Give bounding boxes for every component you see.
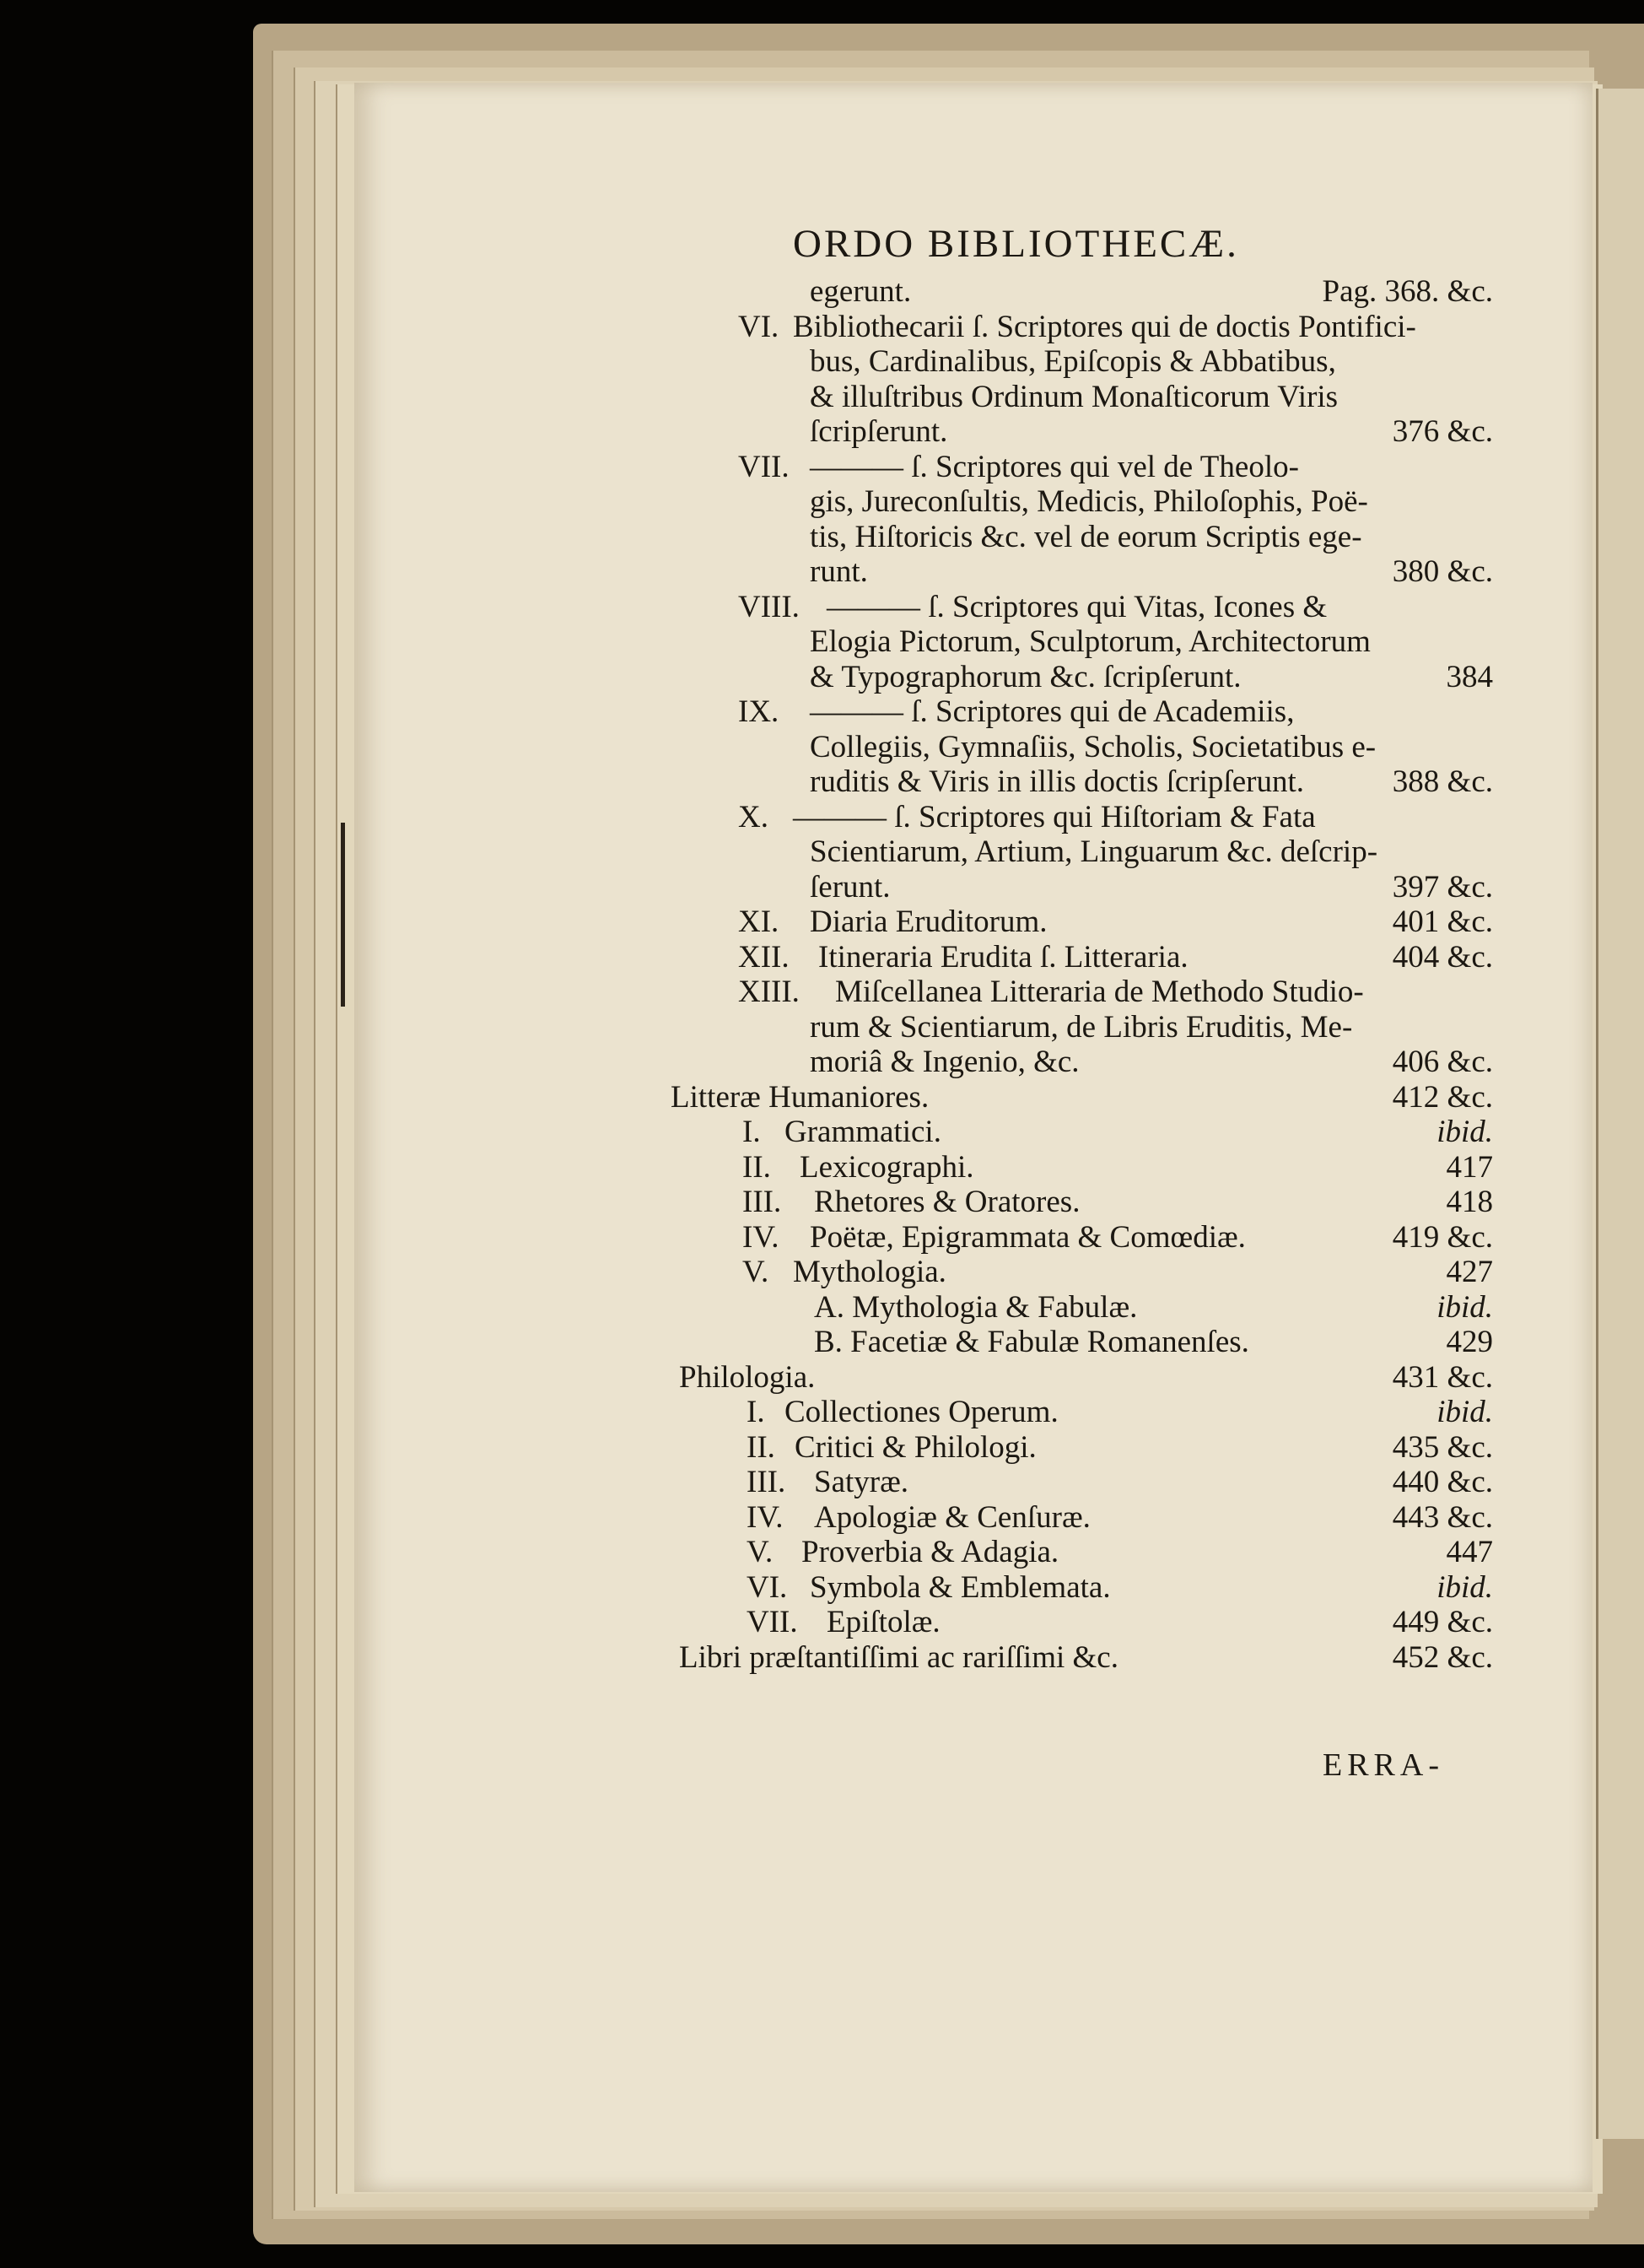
toc-text: ——— ſ. Scriptores qui vel de Theolo-: [810, 449, 1299, 484]
toc-page: ibid.: [1436, 1569, 1493, 1605]
toc-text: Apologiæ & Cenſuræ.: [814, 1499, 1091, 1535]
toc-line: [666, 484, 1493, 520]
toc-line: [666, 1045, 1493, 1080]
toc-line: [666, 1605, 1493, 1640]
toc-page: 427: [1446, 1255, 1493, 1289]
toc-page: 431 &c.: [1392, 1359, 1493, 1395]
toc-line: [666, 694, 1493, 730]
toc-page: 429: [1446, 1325, 1493, 1359]
toc-page: ibid.: [1436, 1395, 1493, 1429]
toc-section-heading: Litteræ Humaniores.: [671, 1079, 930, 1115]
toc-page: 443 &c.: [1392, 1499, 1493, 1535]
toc-line: [666, 1290, 1493, 1326]
toc-text: Satyræ.: [814, 1465, 909, 1499]
toc-line: [666, 274, 1493, 310]
toc-number: IV.: [747, 1499, 784, 1535]
toc-line: [666, 975, 1493, 1010]
toc-text: egerunt.: [810, 274, 912, 309]
toc-page: 449 &c.: [1392, 1605, 1493, 1639]
toc-number: V.: [742, 1255, 769, 1289]
toc-number: III.: [747, 1465, 786, 1499]
toc-text: Miſcellanea Litteraria de Methodo Studio-: [835, 975, 1364, 1009]
toc-text: ſerunt.: [810, 869, 891, 904]
toc-number: IX.: [738, 694, 779, 729]
toc-number: V.: [747, 1535, 773, 1569]
toc-line: [666, 1150, 1493, 1185]
toc-number: XI.: [738, 904, 779, 939]
toc-page: 397 &c.: [1392, 869, 1493, 904]
toc-text: Collegiis, Gymnaſiis, Scholis, Societatibus e-: [810, 729, 1377, 764]
toc-line: [666, 1010, 1493, 1045]
toc-line: [666, 904, 1493, 940]
toc-text: tis, Hiſtoricis &c. vel de eorum Scriptis ege-: [810, 519, 1362, 554]
toc-text: Critici & Philologi.: [795, 1429, 1037, 1465]
toc-line: [666, 414, 1493, 450]
toc-page: 404 &c.: [1392, 939, 1493, 975]
toc-line: [666, 1360, 1493, 1396]
toc-text: Proverbia & Adagia.: [801, 1535, 1059, 1569]
toc-text: ruditis & Viris in illis doctis ſcripſerunt.: [810, 764, 1304, 799]
toc-line: [666, 764, 1493, 800]
toc-text: Collectiones Operum.: [784, 1395, 1059, 1429]
toc-text: ——— ſ. Scriptores qui Hiſtoriam & Fata: [793, 799, 1316, 834]
toc-line: [666, 1535, 1493, 1570]
toc-text: Itineraria Erudita ſ. Litteraria.: [818, 939, 1189, 975]
toc-number: I.: [742, 1115, 761, 1149]
toc-line: [666, 1115, 1493, 1150]
toc-line: [666, 660, 1493, 695]
toc-number: I.: [747, 1395, 765, 1429]
toc-page: 417: [1446, 1149, 1493, 1185]
toc-line: [666, 520, 1493, 555]
toc-text: Rhetores & Oratores.: [814, 1185, 1081, 1219]
toc-line: [666, 310, 1493, 345]
toc-line: [666, 1500, 1493, 1536]
toc-text: Scientiarum, Artium, Linguarum &c. deſcrip-: [810, 834, 1378, 869]
toc-text: & Typographorum &c. ſcripſerunt.: [810, 659, 1242, 694]
toc-text: A. Mythologia & Fabulæ.: [814, 1289, 1138, 1325]
toc-section-heading: Philologia.: [679, 1359, 816, 1395]
toc-page: 440 &c.: [1392, 1465, 1493, 1499]
toc-page: ibid.: [1436, 1289, 1493, 1325]
toc-line: [666, 624, 1493, 660]
toc-number: II.: [742, 1149, 771, 1185]
toc-line: [666, 1640, 1493, 1676]
toc-text: Elogia Pictorum, Sculptorum, Architectorum: [810, 624, 1371, 659]
toc-number: X.: [738, 799, 768, 834]
toc-page: ibid.: [1436, 1115, 1493, 1149]
toc-line: [666, 1255, 1493, 1290]
running-title: ORDO BIBLIOTHECÆ.: [793, 222, 1239, 266]
toc-section-heading: Libri præſtantiſſimi ac rariſſimi &c.: [679, 1639, 1118, 1675]
toc-line: [666, 450, 1493, 485]
toc-number: XII.: [738, 939, 790, 975]
toc-line: [666, 1220, 1493, 1256]
toc-number: II.: [747, 1429, 775, 1465]
toc-number: III.: [742, 1185, 782, 1219]
toc-text: Epiſtolæ.: [827, 1605, 941, 1639]
toc-line: [666, 344, 1493, 380]
toc-text: Symbola & Emblemata.: [810, 1569, 1111, 1605]
toc-text: Poëtæ, Epigrammata & Comœdiæ.: [810, 1219, 1246, 1255]
toc-line: [666, 590, 1493, 625]
toc-page: 452 &c.: [1392, 1639, 1493, 1675]
toc-page: 435 &c.: [1392, 1429, 1493, 1465]
toc-number: VIII.: [738, 589, 800, 624]
toc-text: gis, Jureconſultis, Medicis, Philoſophis, Poë-: [810, 484, 1368, 519]
toc-page: 406 &c.: [1392, 1045, 1493, 1079]
toc-text: bus, Cardinalibus, Epiſcopis & Abbatibus,: [810, 344, 1336, 379]
toc-line: [666, 870, 1493, 905]
toc-page: 418: [1446, 1185, 1493, 1219]
toc-line: [666, 1570, 1493, 1606]
toc-line: [666, 1325, 1493, 1360]
toc-line: [666, 1080, 1493, 1115]
toc-text: ——— ſ. Scriptores qui Vitas, Icones &: [827, 589, 1328, 624]
toc-page: 419 &c.: [1392, 1219, 1493, 1255]
toc-number: IV.: [742, 1219, 779, 1255]
toc-page: 447: [1446, 1535, 1493, 1569]
toc-line: [666, 1185, 1493, 1220]
toc-text: ——— ſ. Scriptores qui de Academiis,: [810, 694, 1295, 729]
toc-number: VII.: [747, 1605, 798, 1639]
toc-line: [666, 834, 1493, 870]
toc-line: [666, 730, 1493, 765]
toc-number: VII.: [738, 449, 790, 484]
toc-number: VI.: [747, 1569, 788, 1605]
toc-page: Pag. 368. &c.: [1322, 274, 1493, 309]
toc-line: [666, 554, 1493, 590]
facing-page-edge: [1596, 89, 1644, 2139]
toc-line: [666, 940, 1493, 975]
toc-line: [666, 1465, 1493, 1500]
table-of-contents: [666, 274, 1493, 1675]
toc-line: [666, 380, 1493, 415]
margin-ink-mark: [341, 823, 345, 1007]
catchword: ERRA-: [1323, 1747, 1444, 1783]
toc-text: Grammatici.: [784, 1115, 941, 1149]
toc-text: ſcripſerunt.: [810, 414, 948, 449]
toc-text: Lexicographi.: [800, 1149, 974, 1185]
toc-number: XIII.: [738, 975, 800, 1009]
toc-page: 388 &c.: [1392, 764, 1493, 799]
toc-text: & illuſtribus Ordinum Monaſticorum Viris: [810, 379, 1339, 414]
toc-text: Diaria Eruditorum.: [810, 904, 1048, 939]
toc-page: 384: [1446, 659, 1493, 694]
toc-page: 401 &c.: [1392, 904, 1493, 939]
toc-text: runt.: [810, 554, 868, 589]
toc-text: rum & Scientiarum, de Libris Eruditis, Me-: [810, 1009, 1353, 1045]
toc-text: moriâ & Ingenio, &c.: [810, 1045, 1080, 1079]
toc-text: B. Facetiæ & Fabulæ Romanenſes.: [814, 1325, 1249, 1359]
toc-page: 412 &c.: [1392, 1079, 1493, 1115]
toc-page: 380 &c.: [1392, 554, 1493, 589]
toc-text: Mythologia.: [793, 1255, 946, 1289]
toc-page: 376 &c.: [1392, 414, 1493, 449]
toc-number: VI.: [738, 309, 779, 344]
toc-line: [666, 1430, 1493, 1466]
toc-line: [666, 800, 1493, 835]
toc-text: Bibliothecarii ſ. Scriptores qui de doctis Pontifici-: [793, 309, 1416, 344]
toc-line: [666, 1395, 1493, 1430]
